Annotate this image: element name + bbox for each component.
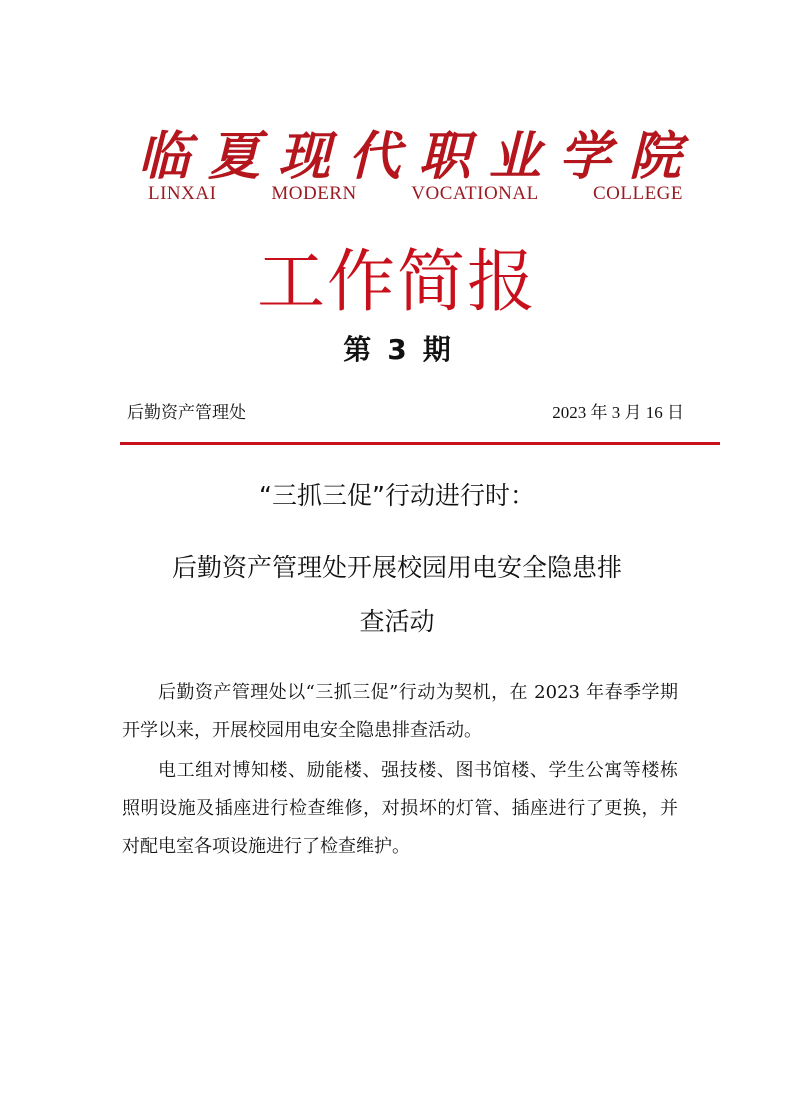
paragraph-1-text: 后勤资产管理处以“三抓三促”行动为契机，在 2023 年春季学期开学以来，开展校园用电安全隐患排查活动。	[122, 682, 678, 741]
article-paragraph-2	[122, 752, 678, 866]
college-logo	[120, 126, 683, 210]
issue-date: 2023 年 3 月 16 日	[552, 403, 684, 422]
headline-line-2: 后勤资产管理处开展校园用电安全隐患排	[171, 553, 622, 582]
red-divider	[120, 442, 720, 445]
briefing-title: 工作简报	[256, 243, 537, 322]
paragraph-2-text: 电工组对博知楼、励能楼、强技楼、图书馆楼、学生公寓等楼栋照明设施及插座进行检查维修，对损坏的灯管、插座进行了更换，并对配电室各项设施进行了检查维护。	[122, 760, 678, 857]
headline-line-3: 查活动	[359, 607, 435, 636]
headline-line-1: “三抓三促”行动进行时：	[259, 481, 535, 510]
issue-prefix: 第	[343, 333, 372, 366]
issue-suffix: 期	[422, 333, 451, 366]
issue-number	[0, 330, 794, 370]
article-paragraph-1	[122, 674, 678, 750]
department-name: 后勤资产管理处	[127, 403, 246, 422]
logo-chinese-calligraphy: 临夏现代职业学院	[138, 126, 683, 187]
issue-number-value: 3	[387, 333, 407, 366]
logo-english-name: LINXAI MODERN VOCATIONAL COLLEGE	[148, 183, 683, 204]
